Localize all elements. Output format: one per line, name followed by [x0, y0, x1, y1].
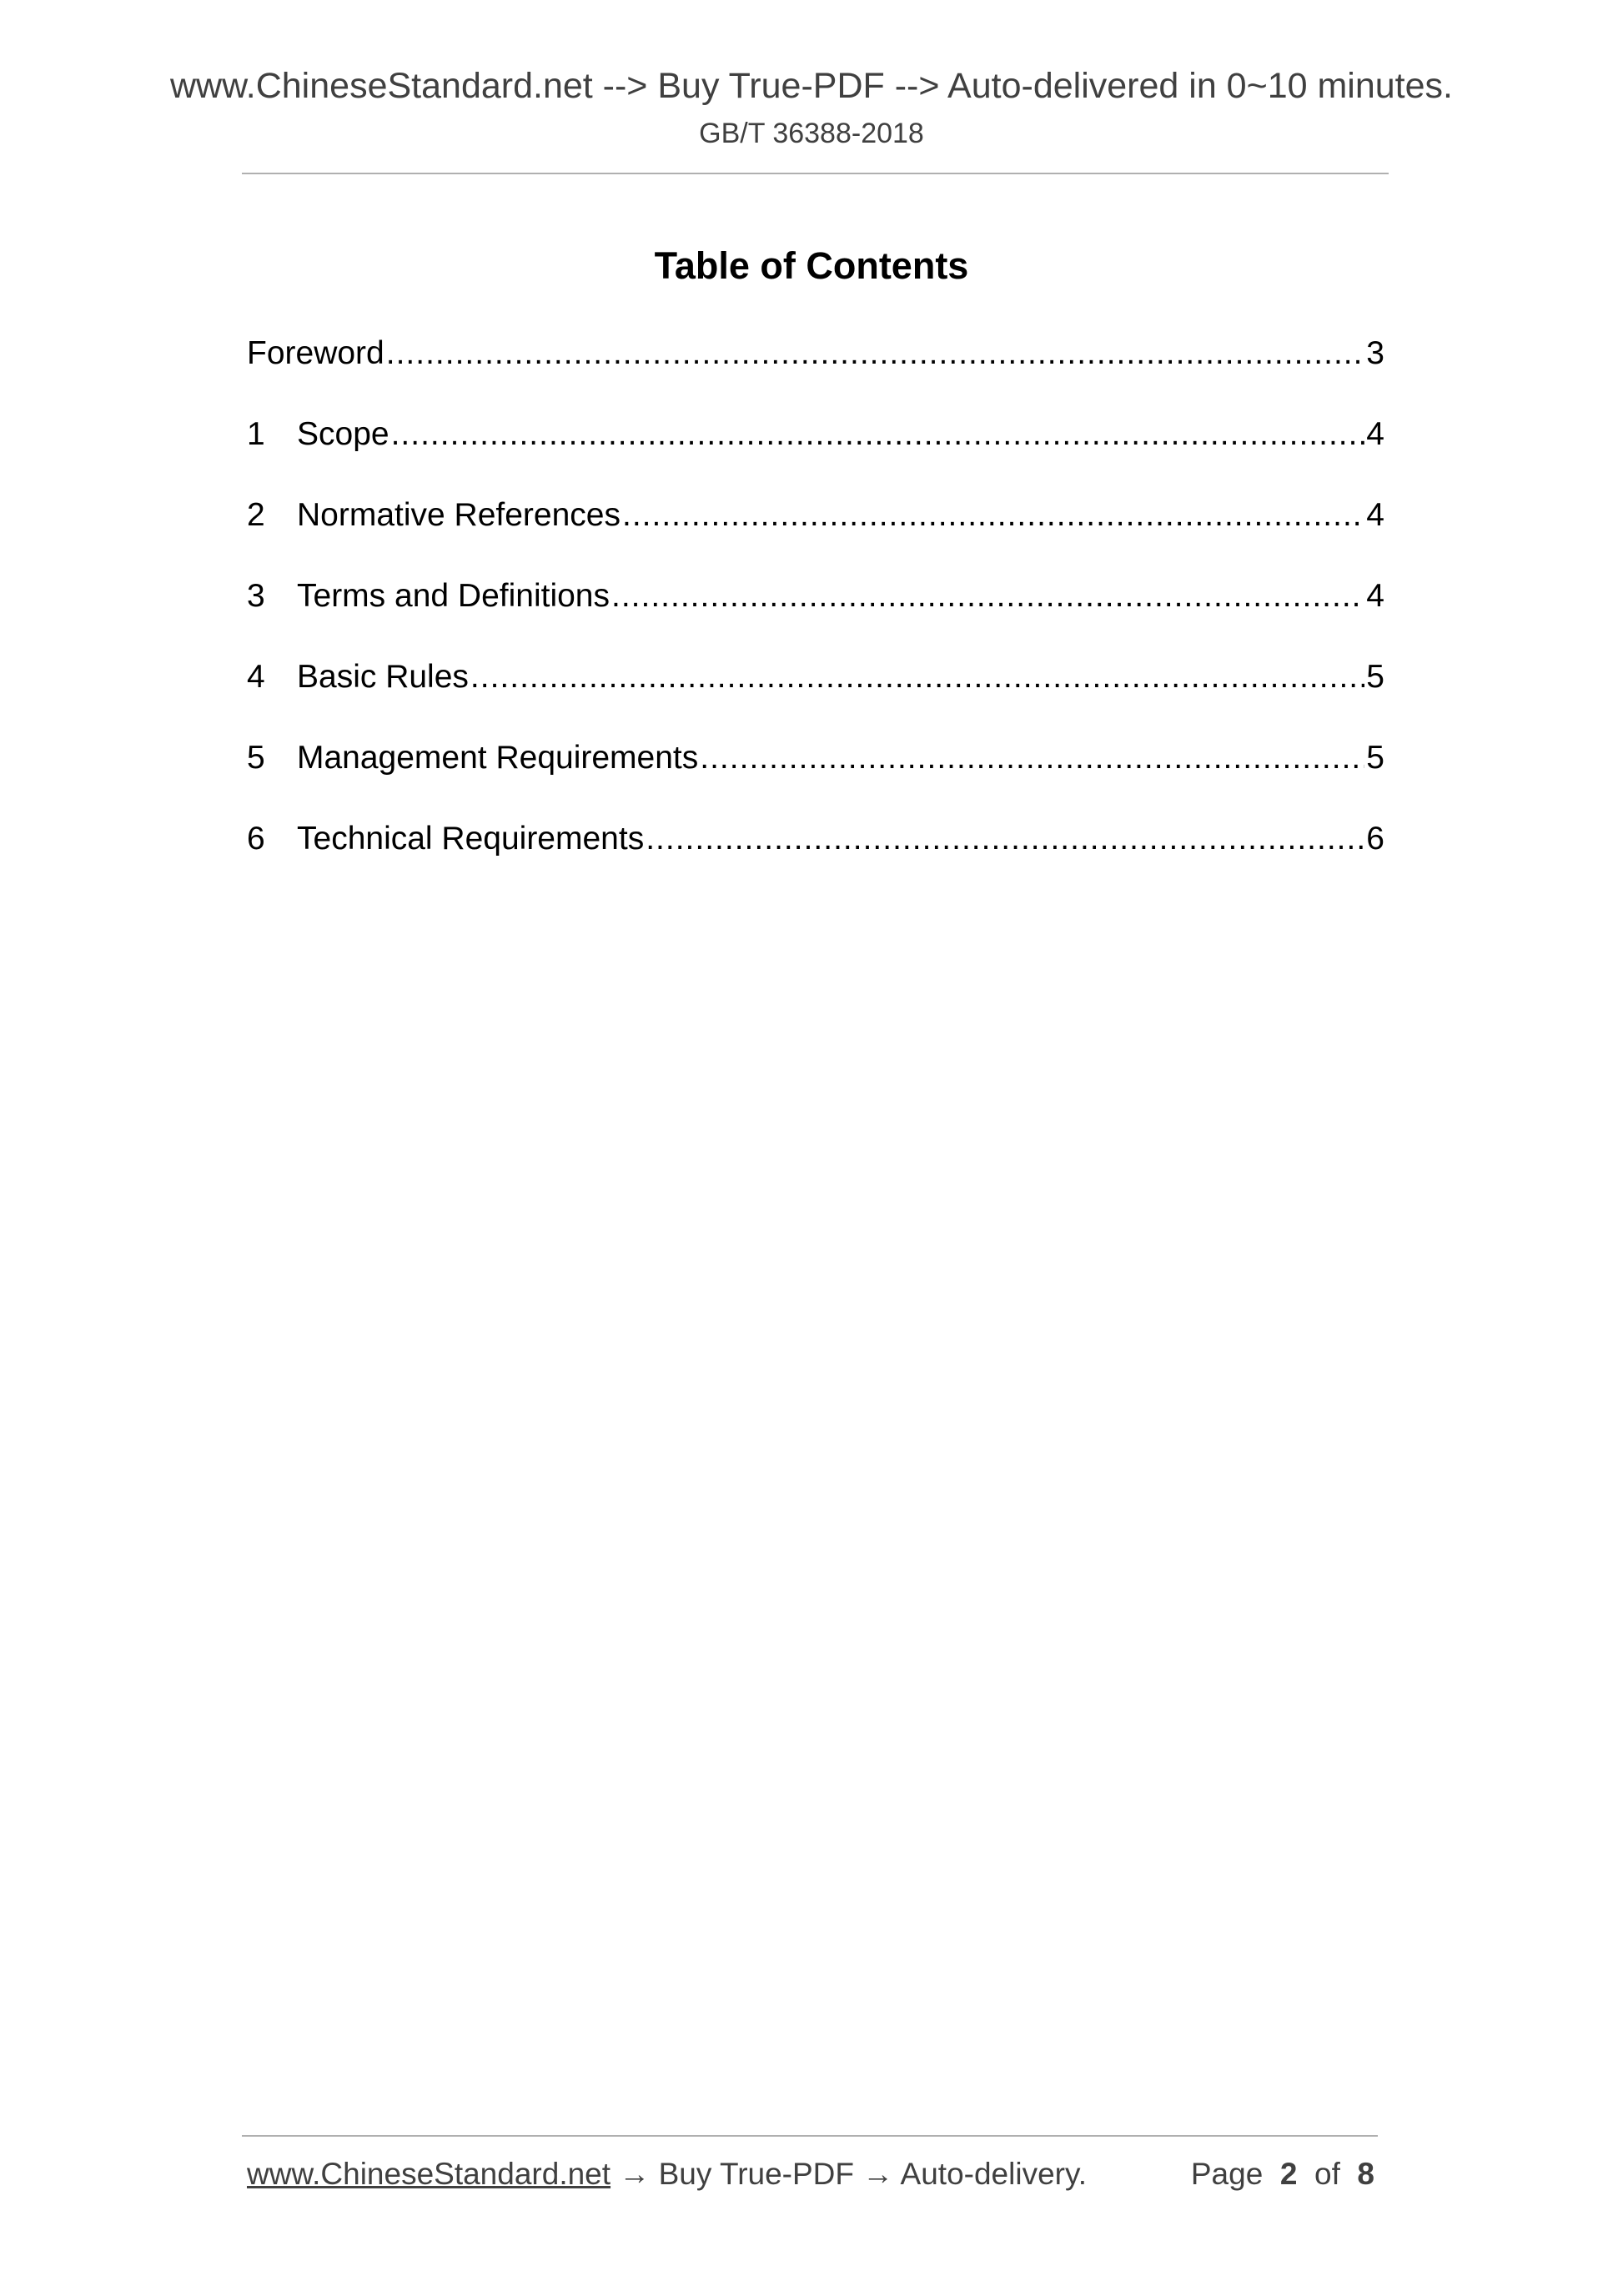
header-divider — [242, 173, 1389, 174]
toc-entry-page: 4 — [1366, 416, 1384, 452]
toc-entry-basic-rules[interactable] — [247, 657, 1384, 697]
toc-entry-label: Management Requirements — [297, 740, 699, 776]
toc-dot-leader — [646, 819, 1364, 859]
footer-site-link[interactable]: www.ChineseStandard.net — [247, 2157, 611, 2191]
toc-entry-number: 1 — [247, 416, 265, 452]
page-word: Page — [1190, 2157, 1264, 2191]
toc-entry-label: Foreword — [247, 335, 384, 371]
document-code: GB/T 36388-2018 — [699, 118, 924, 149]
toc-entry-page: 4 — [1366, 578, 1384, 614]
toc-entry-number: 5 — [247, 740, 265, 776]
toc-dot-leader — [622, 495, 1364, 535]
toc-dot-leader — [386, 334, 1365, 374]
toc-entry-page: 4 — [1366, 497, 1384, 533]
toc-entry-page: 3 — [1366, 335, 1384, 371]
toc-dot-leader — [391, 414, 1365, 455]
toc-entry-number: 2 — [247, 497, 265, 533]
toc-entry-management-requirements[interactable] — [247, 738, 1384, 778]
toc-entry-page: 5 — [1366, 740, 1384, 776]
footer-divider — [242, 2135, 1378, 2137]
toc-dot-leader — [700, 738, 1364, 778]
toc-entry-number: 6 — [247, 821, 265, 857]
toc-title: Table of Contents — [654, 244, 969, 287]
toc-entry-label: Terms and Definitions — [297, 578, 610, 614]
toc-entry-normative-references[interactable] — [247, 495, 1384, 535]
toc-dot-leader — [611, 576, 1364, 616]
toc-entry-label: Normative References — [297, 497, 621, 533]
toc-entry-terms-and-definitions[interactable] — [247, 576, 1384, 616]
header-banner: www.ChineseStandard.net --> Buy True-PDF --> Auto-delivered in 0~10 minutes. — [169, 66, 1453, 106]
toc-entry-foreword[interactable] — [247, 334, 1384, 374]
toc-entry-scope[interactable] — [247, 414, 1384, 455]
arrow-right-icon: → — [619, 2157, 651, 2191]
toc-entry-label: Scope — [297, 416, 389, 452]
toc-list — [247, 334, 1384, 900]
toc-dot-leader — [470, 657, 1364, 697]
total-pages: 8 — [1357, 2157, 1374, 2191]
toc-entry-number: 3 — [247, 578, 265, 614]
footer-links — [247, 2153, 1087, 2195]
footer-delivery-text: Auto-delivery. — [900, 2157, 1088, 2191]
toc-entry-page: 5 — [1366, 659, 1384, 695]
current-page: 2 — [1279, 2157, 1298, 2191]
toc-entry-technical-requirements[interactable] — [247, 819, 1384, 859]
page-number — [1191, 2153, 1374, 2195]
footer-buy-text: Buy True-PDF — [658, 2157, 855, 2191]
toc-entry-number: 4 — [247, 659, 265, 695]
of-word: of — [1314, 2157, 1340, 2191]
toc-entry-page: 6 — [1366, 821, 1384, 857]
toc-entry-label: Technical Requirements — [297, 821, 645, 857]
toc-entry-label: Basic Rules — [297, 659, 469, 695]
arrow-right-icon: → — [862, 2157, 894, 2191]
